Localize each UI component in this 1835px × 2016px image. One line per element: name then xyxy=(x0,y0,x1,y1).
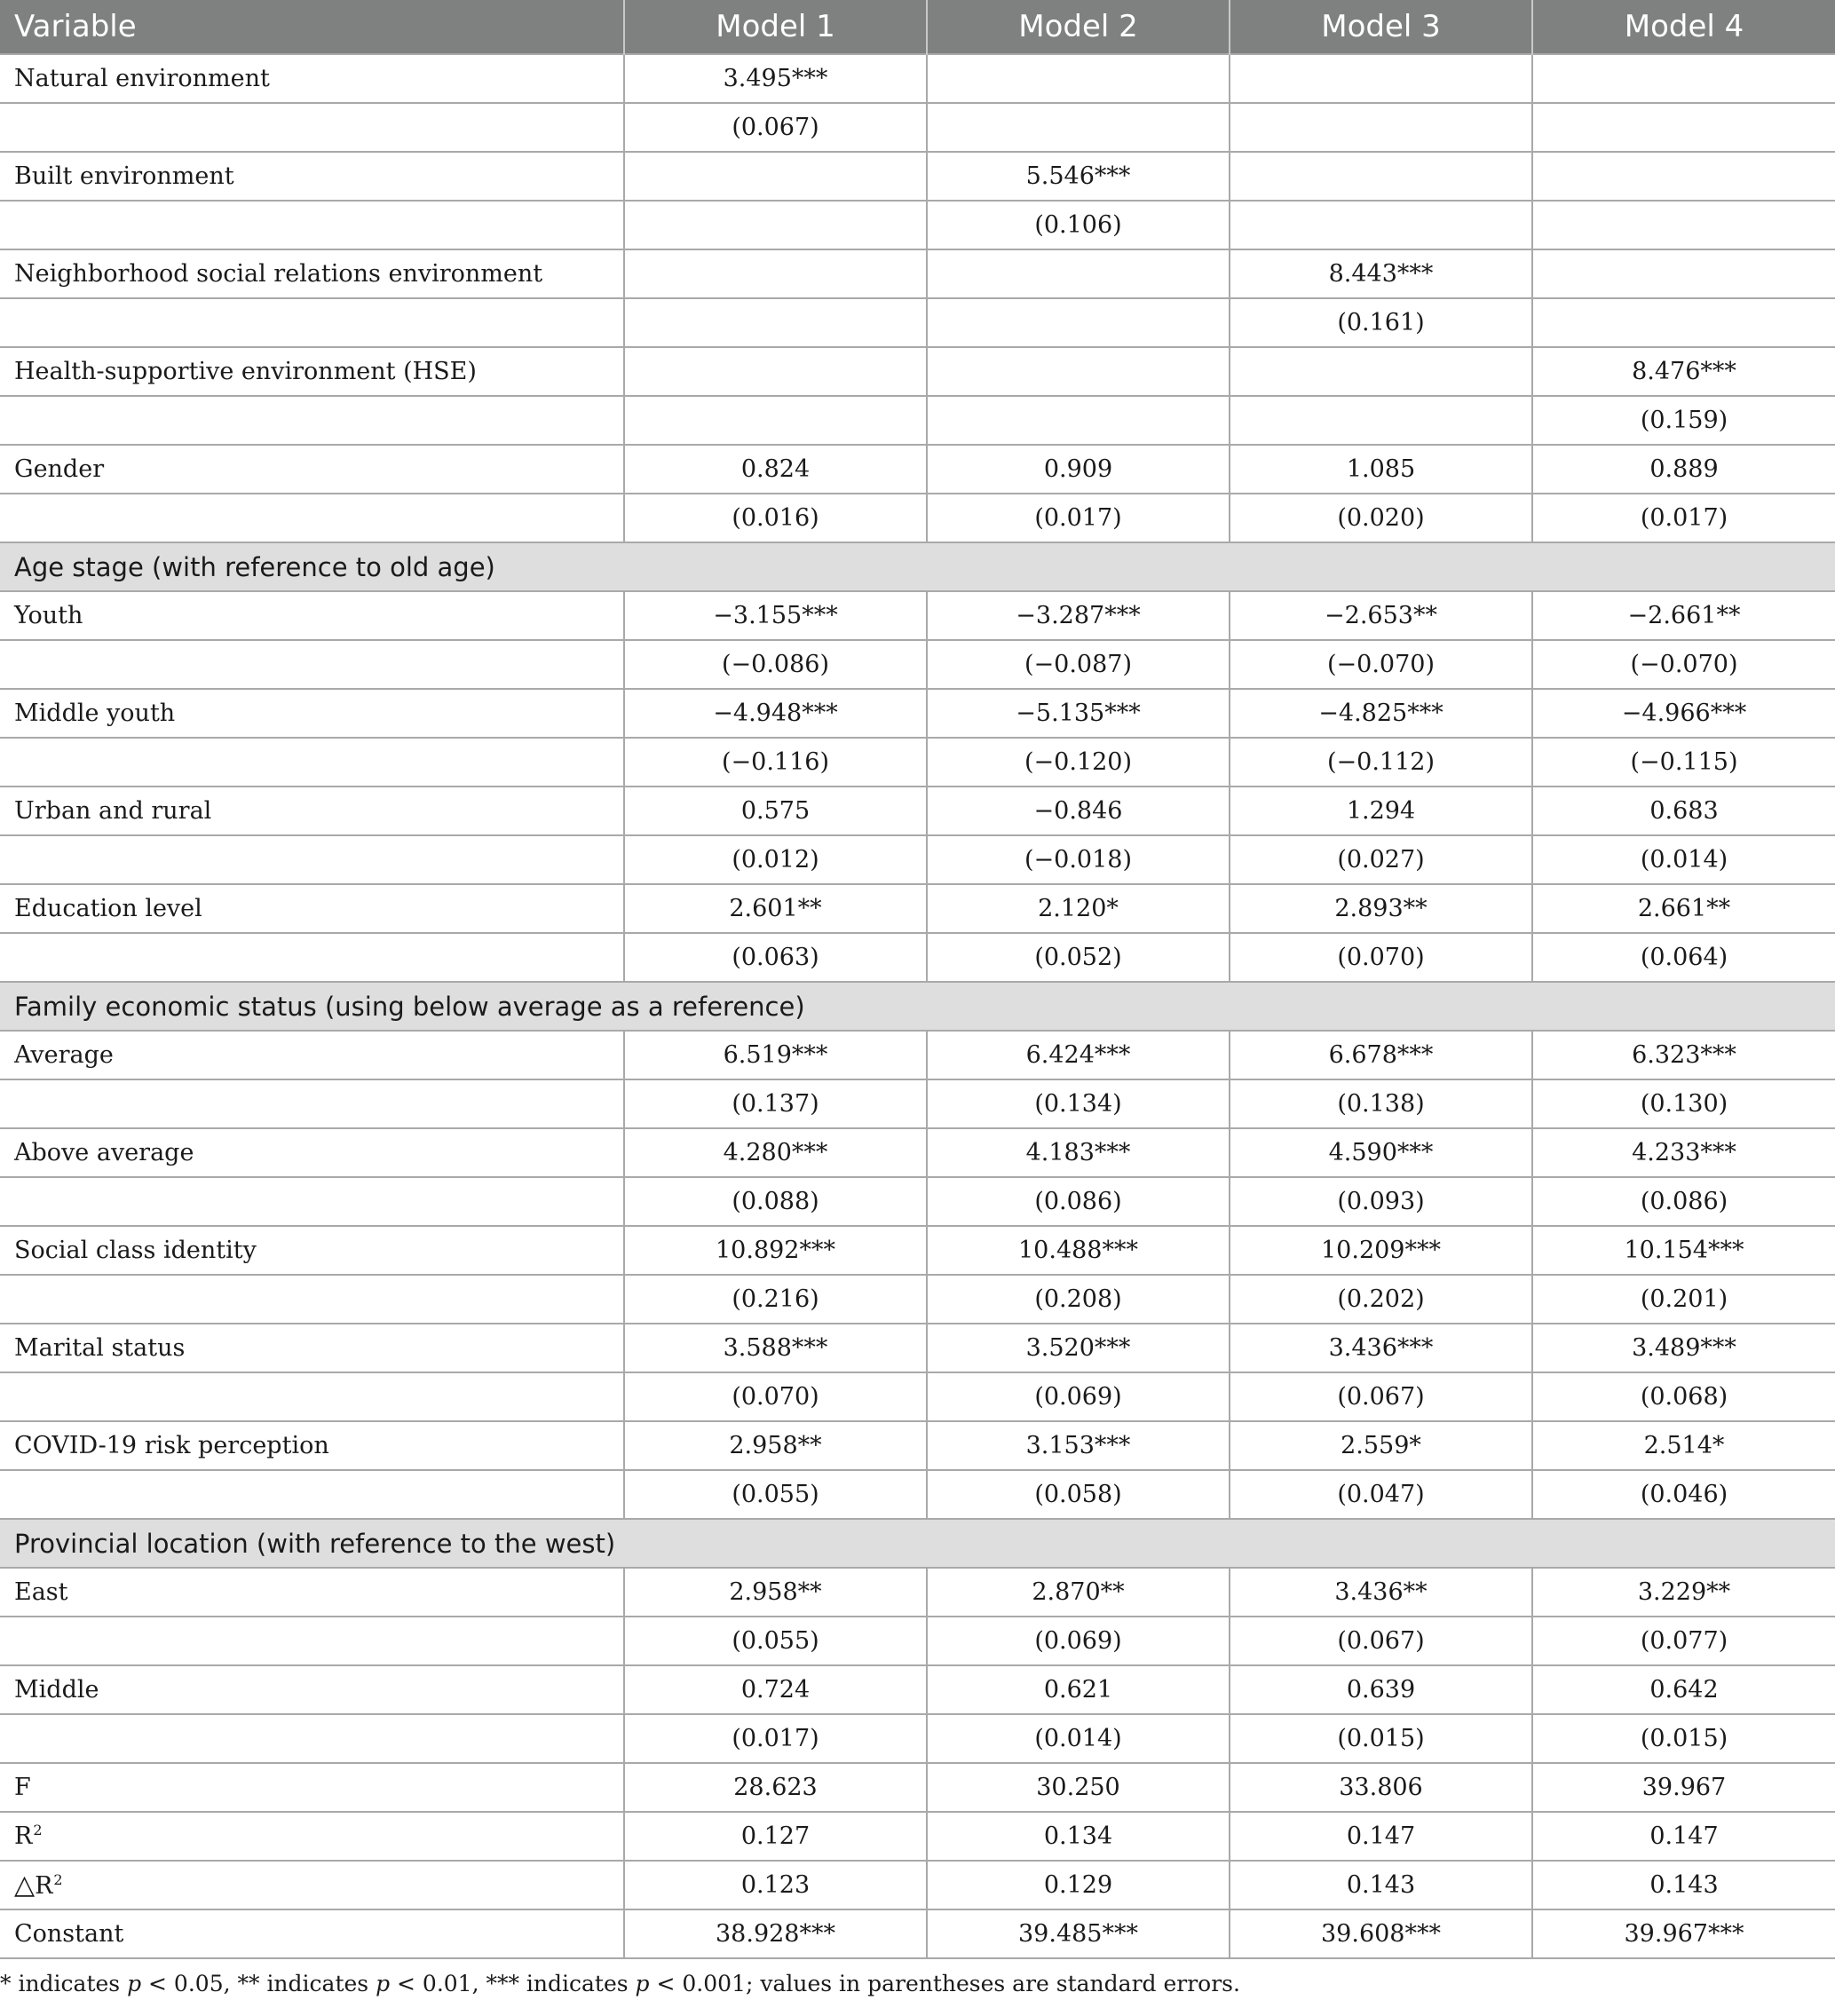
model-3-cell xyxy=(1230,152,1532,201)
superscript: 2 xyxy=(33,1822,43,1838)
model-2-cell: (0.106) xyxy=(927,201,1230,249)
model-4-cell: (−0.070) xyxy=(1532,640,1835,689)
model-1-cell: 0.123 xyxy=(624,1861,927,1909)
variable-cell xyxy=(0,1763,624,1812)
model-4-cell: 0.889 xyxy=(1532,445,1835,494)
model-3-cell: (0.020) xyxy=(1230,494,1532,542)
model-1-cell: (0.063) xyxy=(624,933,927,982)
model-4-cell: 2.514* xyxy=(1532,1421,1835,1470)
variable-label: Natural environment xyxy=(14,65,270,92)
variable-label: Social class identity xyxy=(14,1237,257,1264)
model-2-cell: 0.129 xyxy=(927,1861,1230,1909)
model-2-cell: 4.183*** xyxy=(927,1128,1230,1177)
variable-cell xyxy=(0,1031,624,1079)
model-1-cell: 28.623 xyxy=(624,1763,927,1812)
model-3-cell: (−0.070) xyxy=(1230,640,1532,689)
model-4-cell: 39.967*** xyxy=(1532,1909,1835,1958)
variable-cell xyxy=(0,1568,624,1617)
header-model-2: Model 2 xyxy=(927,0,1230,54)
model-3-cell: −4.825*** xyxy=(1230,689,1532,738)
model-2-cell: 39.485*** xyxy=(927,1909,1230,1958)
model-1-cell: 0.575 xyxy=(624,787,927,835)
model-2-cell: (0.086) xyxy=(927,1177,1230,1226)
model-1-cell: (0.017) xyxy=(624,1714,927,1763)
model-4-cell: (0.130) xyxy=(1532,1079,1835,1128)
model-2-cell: (−0.120) xyxy=(927,738,1230,787)
table-row xyxy=(0,494,1835,542)
model-4-cell: 0.143 xyxy=(1532,1861,1835,1909)
model-1-cell: (0.055) xyxy=(624,1470,927,1519)
model-2-cell: (0.208) xyxy=(927,1275,1230,1324)
header-model-4: Model 4 xyxy=(1532,0,1835,54)
variable-cell xyxy=(0,298,624,347)
header-model-1: Model 1 xyxy=(624,0,927,54)
table-row xyxy=(0,1617,1835,1665)
header-model-3: Model 3 xyxy=(1230,0,1532,54)
model-1-cell: (−0.086) xyxy=(624,640,927,689)
model-3-cell: −2.653** xyxy=(1230,591,1532,640)
section-label: Family economic status (using below average as a reference) xyxy=(0,982,1835,1031)
model-4-cell: (0.017) xyxy=(1532,494,1835,542)
model-2-cell xyxy=(927,54,1230,103)
table-row xyxy=(0,1470,1835,1519)
model-2-cell: 2.870** xyxy=(927,1568,1230,1617)
table-body xyxy=(0,54,1835,1958)
table-row xyxy=(0,1812,1835,1861)
section-header-row xyxy=(0,542,1835,591)
variable-cell xyxy=(0,738,624,787)
model-2-cell: 10.488*** xyxy=(927,1226,1230,1275)
model-1-cell xyxy=(624,249,927,298)
footnote-text-1: * indicates xyxy=(0,1971,128,1996)
model-3-cell: 3.436** xyxy=(1230,1568,1532,1617)
model-3-cell: 0.143 xyxy=(1230,1861,1532,1909)
table-row xyxy=(0,689,1835,738)
table-row xyxy=(0,787,1835,835)
model-3-cell: (0.047) xyxy=(1230,1470,1532,1519)
variable-cell xyxy=(0,1812,624,1861)
model-4-cell: 10.154*** xyxy=(1532,1226,1835,1275)
table-row xyxy=(0,396,1835,445)
model-3-cell: 39.608*** xyxy=(1230,1909,1532,1958)
model-2-cell: 5.546*** xyxy=(927,152,1230,201)
variable-cell xyxy=(0,1079,624,1128)
table-row xyxy=(0,1372,1835,1421)
variable-cell xyxy=(0,1128,624,1177)
table-row xyxy=(0,1031,1835,1079)
model-3-cell: (0.027) xyxy=(1230,835,1532,884)
model-3-cell: 0.147 xyxy=(1230,1812,1532,1861)
model-4-cell xyxy=(1532,298,1835,347)
header-variable: Variable xyxy=(0,0,624,54)
model-2-cell xyxy=(927,249,1230,298)
model-4-cell xyxy=(1532,103,1835,152)
variable-label: Youth xyxy=(14,602,83,629)
model-3-cell xyxy=(1230,103,1532,152)
model-2-cell: −5.135*** xyxy=(927,689,1230,738)
model-1-cell: (0.055) xyxy=(624,1617,927,1665)
model-3-cell: 4.590*** xyxy=(1230,1128,1532,1177)
table-row xyxy=(0,1128,1835,1177)
model-4-cell: 4.233*** xyxy=(1532,1128,1835,1177)
variable-label: Education level xyxy=(14,895,202,922)
variable-label: Constant xyxy=(14,1920,124,1948)
table-header-row xyxy=(0,0,1835,54)
model-3-cell: 1.294 xyxy=(1230,787,1532,835)
model-1-cell xyxy=(624,298,927,347)
model-3-cell: 2.893** xyxy=(1230,884,1532,933)
model-3-cell: 3.436*** xyxy=(1230,1324,1532,1372)
model-4-cell: 8.476*** xyxy=(1532,347,1835,396)
model-4-cell xyxy=(1532,249,1835,298)
table-row xyxy=(0,591,1835,640)
table-row xyxy=(0,1275,1835,1324)
model-2-cell: 3.520*** xyxy=(927,1324,1230,1372)
table-row xyxy=(0,445,1835,494)
variable-cell xyxy=(0,835,624,884)
variable-cell xyxy=(0,933,624,982)
model-1-cell xyxy=(624,152,927,201)
table-row xyxy=(0,1568,1835,1617)
table-row xyxy=(0,54,1835,103)
section-label: Age stage (with reference to old age) xyxy=(0,542,1835,591)
variable-cell xyxy=(0,54,624,103)
model-4-cell xyxy=(1532,201,1835,249)
model-4-cell: (0.046) xyxy=(1532,1470,1835,1519)
variable-label: Above average xyxy=(14,1139,194,1166)
footnote-text-4: < 0.001; values in parentheses are standard errors. xyxy=(649,1971,1240,1996)
model-3-cell: 8.443*** xyxy=(1230,249,1532,298)
table-row xyxy=(0,1226,1835,1275)
model-1-cell: 38.928*** xyxy=(624,1909,927,1958)
model-4-cell: (0.014) xyxy=(1532,835,1835,884)
table-row xyxy=(0,835,1835,884)
table-row xyxy=(0,884,1835,933)
model-4-cell: 3.229** xyxy=(1532,1568,1835,1617)
model-3-cell xyxy=(1230,54,1532,103)
variable-cell xyxy=(0,1275,624,1324)
table-row xyxy=(0,1763,1835,1812)
model-2-cell: (0.058) xyxy=(927,1470,1230,1519)
model-3-cell: (0.138) xyxy=(1230,1079,1532,1128)
table-row xyxy=(0,1714,1835,1763)
footnote-text-3: < 0.01, *** indicates xyxy=(390,1971,636,1996)
variable-label: R xyxy=(35,1872,53,1900)
variable-cell xyxy=(0,591,624,640)
table-row xyxy=(0,347,1835,396)
model-1-cell: 10.892*** xyxy=(624,1226,927,1275)
model-2-cell xyxy=(927,298,1230,347)
model-3-cell xyxy=(1230,396,1532,445)
model-3-cell: (0.093) xyxy=(1230,1177,1532,1226)
model-4-cell: (0.077) xyxy=(1532,1617,1835,1665)
variable-cell xyxy=(0,1177,624,1226)
superscript: 2 xyxy=(53,1871,63,1888)
model-4-cell: 3.489*** xyxy=(1532,1324,1835,1372)
model-3-cell: 2.559* xyxy=(1230,1421,1532,1470)
model-1-cell: 2.958** xyxy=(624,1421,927,1470)
table-row xyxy=(0,298,1835,347)
variable-cell xyxy=(0,396,624,445)
model-2-cell: 0.134 xyxy=(927,1812,1230,1861)
variable-cell xyxy=(0,445,624,494)
model-1-cell: −3.155*** xyxy=(624,591,927,640)
model-1-cell xyxy=(624,201,927,249)
model-1-cell: 4.280*** xyxy=(624,1128,927,1177)
model-1-cell: 0.824 xyxy=(624,445,927,494)
model-1-cell: 3.588*** xyxy=(624,1324,927,1372)
model-2-cell: (0.017) xyxy=(927,494,1230,542)
section-header-row xyxy=(0,982,1835,1031)
section-header-row xyxy=(0,1519,1835,1568)
model-4-cell xyxy=(1532,54,1835,103)
variable-label: Marital status xyxy=(14,1334,186,1362)
model-2-cell: 6.424*** xyxy=(927,1031,1230,1079)
model-2-cell: (0.069) xyxy=(927,1617,1230,1665)
model-4-cell: −2.661** xyxy=(1532,591,1835,640)
model-2-cell: (0.052) xyxy=(927,933,1230,982)
variable-cell xyxy=(0,249,624,298)
variable-cell xyxy=(0,1324,624,1372)
model-4-cell: −4.966*** xyxy=(1532,689,1835,738)
variable-label: Middle youth xyxy=(14,700,176,727)
variable-label: Middle xyxy=(14,1676,99,1704)
variable-cell xyxy=(0,201,624,249)
variable-cell xyxy=(0,1226,624,1275)
variable-cell xyxy=(0,494,624,542)
model-1-cell: (0.216) xyxy=(624,1275,927,1324)
variable-cell xyxy=(0,347,624,396)
model-3-cell: (0.070) xyxy=(1230,933,1532,982)
model-3-cell: (−0.112) xyxy=(1230,738,1532,787)
model-3-cell xyxy=(1230,201,1532,249)
model-1-cell: 6.519*** xyxy=(624,1031,927,1079)
model-2-cell: 3.153*** xyxy=(927,1421,1230,1470)
table-row xyxy=(0,1909,1835,1958)
table-row xyxy=(0,249,1835,298)
variable-label: Neighborhood social relations environment xyxy=(14,260,543,288)
table-row xyxy=(0,1177,1835,1226)
model-3-cell: (0.161) xyxy=(1230,298,1532,347)
model-2-cell: (0.134) xyxy=(927,1079,1230,1128)
model-4-cell: 0.642 xyxy=(1532,1665,1835,1714)
model-3-cell xyxy=(1230,347,1532,396)
model-1-cell: (0.012) xyxy=(624,835,927,884)
variable-cell xyxy=(0,1665,624,1714)
table-row xyxy=(0,640,1835,689)
variable-cell xyxy=(0,1714,624,1763)
model-4-cell: (−0.115) xyxy=(1532,738,1835,787)
model-1-cell: (0.016) xyxy=(624,494,927,542)
section-label: Provincial location (with reference to the west) xyxy=(0,1519,1835,1568)
variable-cell xyxy=(0,1909,624,1958)
model-3-cell: 10.209*** xyxy=(1230,1226,1532,1275)
model-3-cell: (0.015) xyxy=(1230,1714,1532,1763)
model-4-cell: (0.064) xyxy=(1532,933,1835,982)
variable-cell xyxy=(0,1421,624,1470)
model-2-cell: 0.909 xyxy=(927,445,1230,494)
model-3-cell: (0.202) xyxy=(1230,1275,1532,1324)
table-row xyxy=(0,1861,1835,1909)
variable-cell xyxy=(0,884,624,933)
model-4-cell: 6.323*** xyxy=(1532,1031,1835,1079)
variable-cell xyxy=(0,1617,624,1665)
model-4-cell: (0.201) xyxy=(1532,1275,1835,1324)
table-row xyxy=(0,201,1835,249)
model-3-cell: (0.067) xyxy=(1230,1372,1532,1421)
model-1-cell: (0.088) xyxy=(624,1177,927,1226)
model-2-cell: 2.120* xyxy=(927,884,1230,933)
variable-cell xyxy=(0,152,624,201)
variable-cell xyxy=(0,1372,624,1421)
variable-cell xyxy=(0,640,624,689)
model-1-cell: (−0.116) xyxy=(624,738,927,787)
model-2-cell xyxy=(927,103,1230,152)
footnote-p-1: p xyxy=(127,1971,142,1996)
table-row xyxy=(0,152,1835,201)
table-row xyxy=(0,103,1835,152)
model-3-cell: 6.678*** xyxy=(1230,1031,1532,1079)
variable-label: East xyxy=(14,1578,68,1606)
variable-label: Average xyxy=(14,1041,114,1069)
table-row xyxy=(0,738,1835,787)
model-3-cell: (0.067) xyxy=(1230,1617,1532,1665)
footnote-text-2: < 0.05, ** indicates xyxy=(141,1971,376,1996)
variable-cell xyxy=(0,689,624,738)
model-2-cell: (0.069) xyxy=(927,1372,1230,1421)
table-row xyxy=(0,1421,1835,1470)
model-4-cell: 39.967 xyxy=(1532,1763,1835,1812)
model-4-cell: 0.147 xyxy=(1532,1812,1835,1861)
model-3-cell: 33.806 xyxy=(1230,1763,1532,1812)
delta-symbol: △ xyxy=(14,1870,36,1901)
model-3-cell: 0.639 xyxy=(1230,1665,1532,1714)
variable-label: Built environment xyxy=(14,162,234,190)
variable-cell xyxy=(0,1861,624,1909)
model-4-cell xyxy=(1532,152,1835,201)
variable-cell xyxy=(0,787,624,835)
footnote-p-3: p xyxy=(635,1971,650,1996)
model-4-cell: (0.086) xyxy=(1532,1177,1835,1226)
variable-label: R xyxy=(14,1822,33,1850)
footnote-p-2: p xyxy=(376,1971,391,1996)
model-1-cell: −4.948*** xyxy=(624,689,927,738)
variable-label: COVID-19 risk perception xyxy=(14,1432,329,1459)
model-4-cell: 0.683 xyxy=(1532,787,1835,835)
model-1-cell: 2.601** xyxy=(624,884,927,933)
model-3-cell: 1.085 xyxy=(1230,445,1532,494)
model-1-cell: (0.070) xyxy=(624,1372,927,1421)
model-2-cell xyxy=(927,396,1230,445)
variable-label: Gender xyxy=(14,455,105,483)
model-1-cell xyxy=(624,347,927,396)
model-1-cell: 0.127 xyxy=(624,1812,927,1861)
model-2-cell: (−0.018) xyxy=(927,835,1230,884)
table-row xyxy=(0,1324,1835,1372)
model-4-cell: (0.068) xyxy=(1532,1372,1835,1421)
variable-cell xyxy=(0,1470,624,1519)
model-1-cell: 3.495*** xyxy=(624,54,927,103)
variable-label: Health-supportive environment (HSE) xyxy=(14,358,477,385)
table-row xyxy=(0,1665,1835,1714)
table-row xyxy=(0,933,1835,982)
model-2-cell: 30.250 xyxy=(927,1763,1230,1812)
model-4-cell: (0.015) xyxy=(1532,1714,1835,1763)
model-2-cell: 0.621 xyxy=(927,1665,1230,1714)
model-1-cell xyxy=(624,396,927,445)
model-2-cell: −0.846 xyxy=(927,787,1230,835)
variable-label: F xyxy=(14,1774,31,1801)
variable-cell xyxy=(0,103,624,152)
variable-label: Urban and rural xyxy=(14,797,212,825)
model-2-cell xyxy=(927,347,1230,396)
model-1-cell: 0.724 xyxy=(624,1665,927,1714)
model-2-cell: −3.287*** xyxy=(927,591,1230,640)
table-footnote xyxy=(0,1971,1240,1996)
model-2-cell: (0.014) xyxy=(927,1714,1230,1763)
model-1-cell: (0.137) xyxy=(624,1079,927,1128)
table-row xyxy=(0,1079,1835,1128)
model-1-cell: (0.067) xyxy=(624,103,927,152)
model-1-cell: 2.958** xyxy=(624,1568,927,1617)
model-4-cell: (0.159) xyxy=(1532,396,1835,445)
model-2-cell: (−0.087) xyxy=(927,640,1230,689)
model-4-cell: 2.661** xyxy=(1532,884,1835,933)
